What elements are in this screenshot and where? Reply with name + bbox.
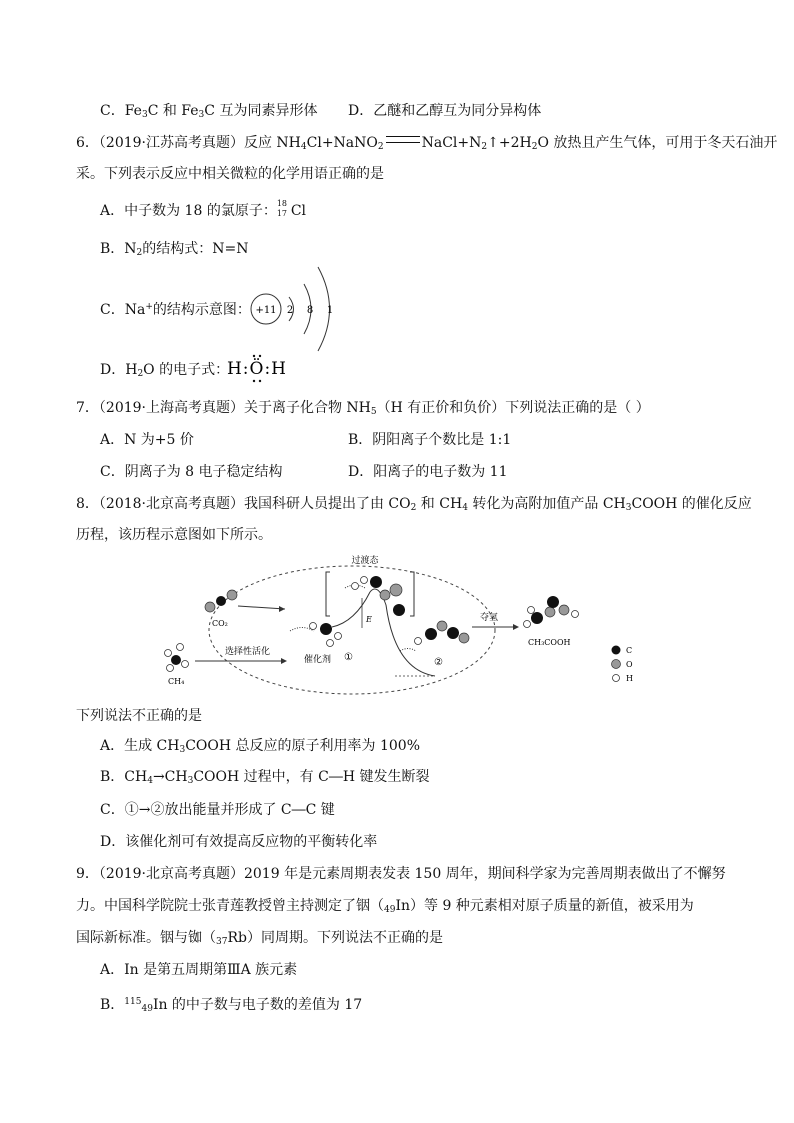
q8-option-a: A．生成 $CH_3COOH$ 总反应的原子利用率为 100%: [100, 738, 421, 755]
q6-option-a: A．中子数为 18 的氯原子： 18 17 Cl: [100, 199, 307, 219]
q6-stem-line1: 6．（2019·江苏高考真题）反应 $NH_4Cl+NaNO_2$ $NaCl+N_2↑+2H_2O$ 放热且产生气体，可用于冬天石油开: [76, 135, 778, 152]
q8-option-b: B．$CH_4\to CH_3COOH$ 过程中，有 C―H 键发生断裂: [100, 769, 430, 786]
q9-stem-line1: 9．（2019·北京高考真题）2019 年是元素周期表发表 150 周年，期间科学家为完善周期表做出了不懈努: [76, 866, 726, 882]
legend-carbon: C: [626, 646, 633, 655]
energy-label: E: [366, 615, 372, 624]
q7-option-c: C．阴离子为 8 电子稳定结构: [100, 464, 283, 480]
q8-stem-line1: 8．（2018·北京高考真题）我国科研人员提出了由 $CO_2$ 和 $CH_4$ 转化为高附加值产品 $CH_3COOH$ 的催化反应: [76, 496, 752, 513]
co2-label: CO₂: [212, 619, 228, 628]
step-1-label: ①: [344, 652, 353, 663]
q5-option-c: C．$Fe_3C$ 和 $Fe_3C$ 互为同素异形体: [100, 103, 318, 120]
reaction-mechanism-figure: [150, 550, 650, 698]
isotope-notation: 18 17: [276, 199, 288, 218]
q7-option-b: B．阴阳离子个数比是 1:1: [348, 432, 512, 448]
q6-option-c: C．Na+的结构示意图：: [100, 302, 251, 318]
shell-electrons-3: 1: [326, 305, 334, 316]
h2o-formula-text: H:Ö:H: [226, 359, 288, 379]
equals-sign-icon: [386, 136, 420, 143]
q7-option-a: A．N 为+5 价: [100, 432, 194, 448]
q9-option-b: B．$^{115}_{49}$In 的中子数与电子数的差值为 17: [100, 997, 363, 1014]
na-ion-structure-diagram: [246, 262, 346, 358]
q9-stem-line2: 力。中国科学院院士张青莲教授曾主持测定了铟$(_{49}In)$等 9 种元素相对原子质量的新值，被采用为: [76, 898, 694, 915]
legend-carbon-swatch: [612, 646, 621, 655]
q9-stem-line3: 国际新标准。铟与铷$(_{37}Rb)$同周期。下列说法不正确的是: [76, 930, 443, 947]
ch4-label: CH₄: [168, 677, 185, 686]
q8-option-d: D．该催化剂可有效提高反应物的平衡转化率: [100, 834, 378, 850]
q6-stem-line2: 采。下列表示反应中相关微粒的化学用语正确的是: [76, 166, 384, 182]
legend-oxygen: O: [626, 660, 633, 669]
h2o-electron-formula: [226, 352, 288, 384]
nucleus-charge: +11: [255, 305, 277, 316]
catalyst-label: 催化剂: [304, 655, 332, 665]
q7-option-d: D．阳离子的电子数为 11: [348, 464, 508, 480]
q8-stem-line2: 历程，该历程示意图如下所示。: [76, 527, 272, 543]
legend-oxygen-swatch: [612, 660, 621, 669]
step-2-label: ②: [434, 657, 443, 668]
legend-hydrogen: H: [626, 674, 633, 683]
q9-option-a: A．In 是第五周期第ⅢA 族元素: [100, 962, 298, 978]
h-abstraction-label: 夺氢: [480, 613, 499, 623]
legend-hydrogen-swatch: [613, 675, 620, 682]
shell-electrons-2: 8: [306, 305, 314, 316]
shell-electrons-1: 2: [286, 305, 294, 316]
q7-stem: 7．（2019·上海高考真题）关于离子化合物 $NH_5(H$ 有正价和负价）下列说法正确的是（ ）: [76, 400, 650, 417]
transition-state-label: 过渡态: [351, 556, 379, 566]
q5-option-d: D．乙醚和乙醇互为同分异构体: [348, 103, 542, 119]
product-label: CH₃COOH: [528, 638, 571, 647]
q6-option-b: B．$N_2$的结构式：N=N: [100, 241, 249, 258]
q6-option-d: D．$H_2O$ 的电子式：: [100, 362, 230, 379]
q8-prompt: 下列说法不正确的是: [76, 708, 202, 724]
activation-label: 选择性活化: [225, 647, 271, 657]
q8-option-c: C．①→②放出能量并形成了 C―C 键: [100, 802, 335, 818]
